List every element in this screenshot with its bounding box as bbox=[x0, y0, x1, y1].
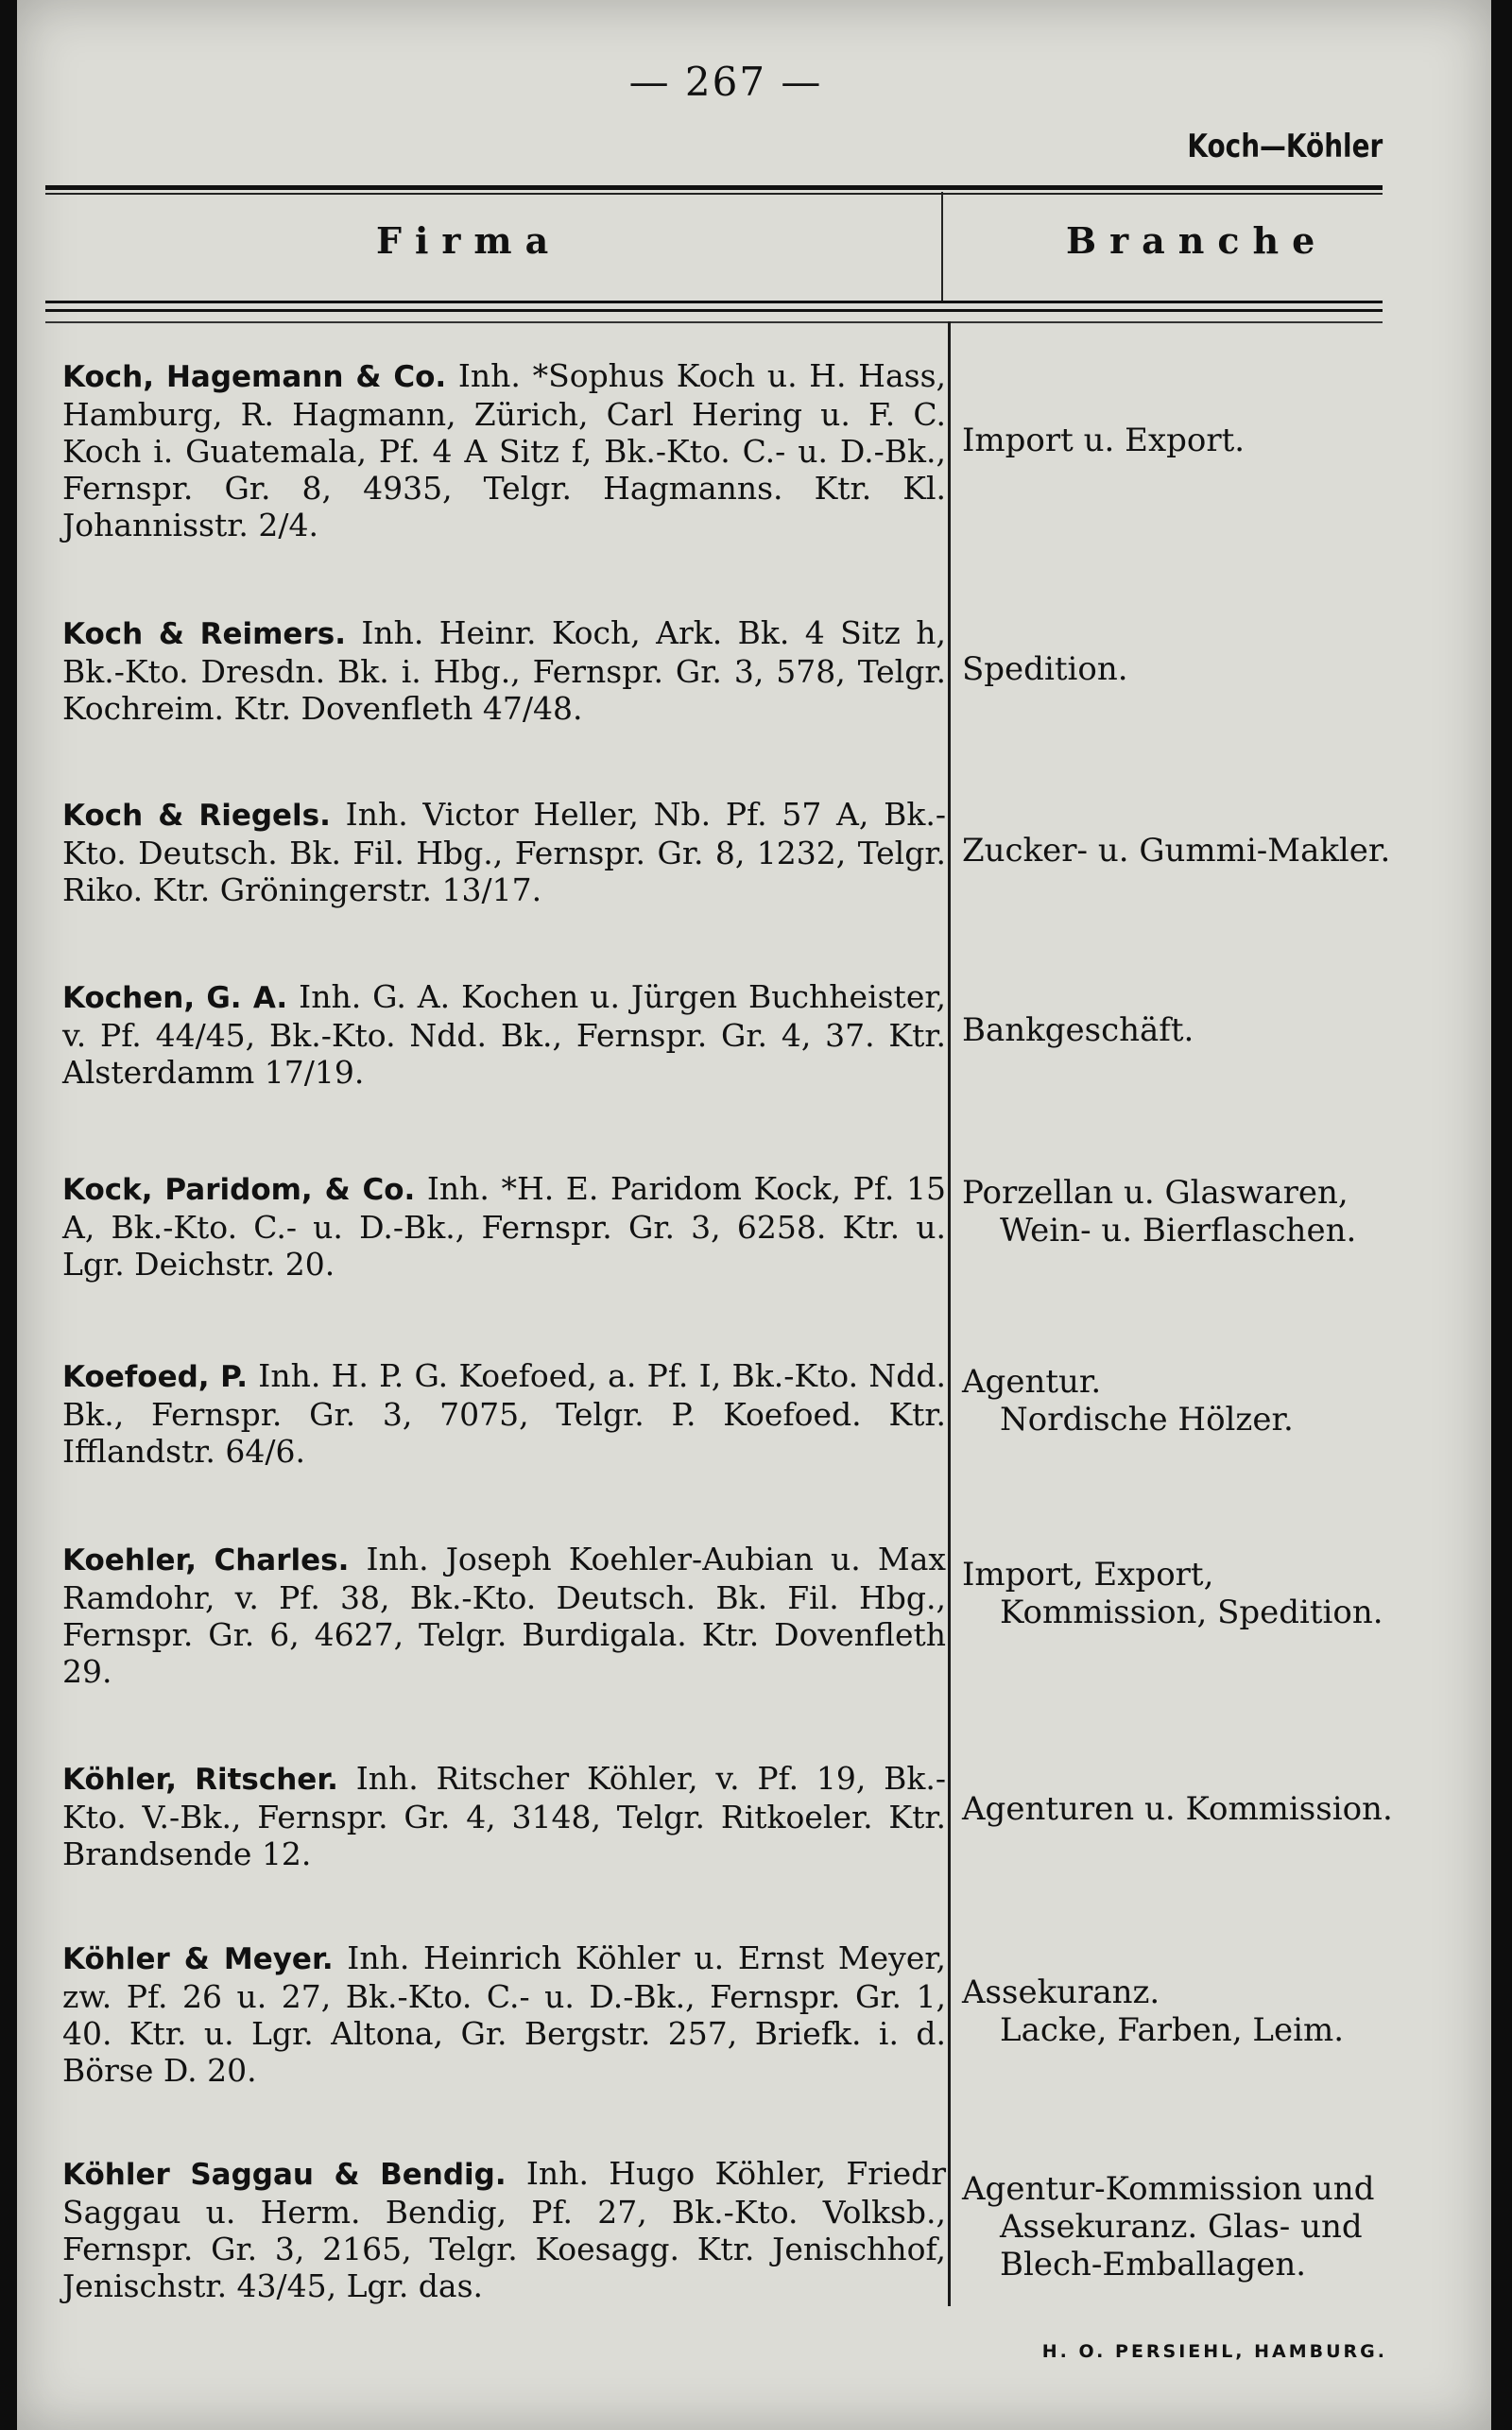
branche-line: Import u. Export. bbox=[962, 422, 1246, 459]
firm-details: Inh. Ritscher Köhler, v. Pf. 19, Bk.-Kto. V.-Bk., Fernspr. Gr. 4, 3148, Telgr. Ritkoeler. Ktr. Brandsende 12. bbox=[62, 1760, 946, 1872]
body-column-separator bbox=[948, 321, 951, 2306]
branche-line: Agenturen u. Kommission. bbox=[962, 1790, 1393, 1828]
top-rule bbox=[45, 185, 1383, 190]
branche-line: Porzellan u. Glaswaren, bbox=[962, 1174, 1349, 1212]
firm-details: Inh. Hugo Köhler, Friedr Saggau u. Herm. Bendig, Pf. 27, Bk.-Kto. Volksb., Fernspr. Gr. 3, 2165, Telgr. Koesagg. Ktr. Jenischhof, Jenischstr. 43/45, Lgr. das. bbox=[62, 2155, 947, 2304]
running-head: Koch—Köhler bbox=[1187, 128, 1383, 165]
firm-name: Koch, Hagemann & Co. bbox=[62, 360, 447, 394]
firm-name: Köhler, Ritscher. bbox=[62, 1763, 338, 1797]
branche-cell bbox=[962, 1790, 1435, 1828]
branche-cell bbox=[962, 422, 1435, 459]
firm-name: Koefoed, P. bbox=[62, 1360, 248, 1394]
branche-cell bbox=[962, 1011, 1435, 1049]
header-firma: Firma bbox=[376, 219, 562, 262]
branche-line: Nordische Hölzer. bbox=[1000, 1401, 1294, 1439]
firm-details: Inh. *Sophus Koch u. H. Hass, Hamburg, R. Hagmann, Zürich, Carl Hering u. F. C. Koch i. Guatemala, Pf. 4 A Sitz f, Bk.-Kto. C.- u. D.-Bk., Fernspr. Gr. 8, 4935, Telgr. Hagmanns. Ktr. Kl. Johannisstr. 2/4. bbox=[62, 357, 946, 543]
header-rule-1 bbox=[45, 301, 1383, 303]
branche-cell bbox=[962, 1363, 1435, 1439]
firm-name: Koch & Reimers. bbox=[62, 617, 346, 651]
branche-line: Assekuranz. Glas- und bbox=[1000, 2208, 1363, 2246]
firm-name: Kochen, G. A. bbox=[62, 981, 288, 1015]
firm-entry bbox=[62, 357, 946, 543]
firm-entry bbox=[62, 1170, 946, 1283]
page-number: — 267 — bbox=[628, 59, 823, 105]
firm-name: Köhler & Meyer. bbox=[62, 1942, 334, 1976]
firm-entry bbox=[62, 2155, 946, 2304]
branche-cell bbox=[962, 1556, 1435, 1631]
branche-line: Import, Export, bbox=[962, 1556, 1214, 1594]
firm-details: Inh. Victor Heller, Nb. Pf. 57 A, Bk.-Kto. Deutsch. Bk. Fil. Hbg., Fernspr. Gr. 8, 1232, Telgr. Riko. Ktr. Gröningerstr. 13/17. bbox=[62, 796, 946, 908]
firm-entry bbox=[62, 1939, 946, 2089]
header-column-separator bbox=[941, 192, 943, 301]
firm-details: Inh. G. A. Kochen u. Jürgen Buchheister, v. Pf. 44/45, Bk.-Kto. Ndd. Bk., Fernspr. Gr. 4, 37. Ktr. Alsterdamm 17/19. bbox=[62, 978, 946, 1091]
firm-details: Inh. Joseph Koehler-Aubian u. Max Ramdohr, v. Pf. 38, Bk.-Kto. Deutsch. Bk. Fil. Hbg., Fernspr. Gr. 6, 4627, Telgr. Burdigala. Ktr. Dovenfleth 29. bbox=[62, 1541, 947, 1690]
branche-line: Bankgeschäft. bbox=[962, 1011, 1194, 1049]
branche-cell bbox=[962, 650, 1435, 688]
header-branche: Branche bbox=[1066, 219, 1329, 262]
branche-line: Blech-Emballagen. bbox=[1000, 2246, 1307, 2284]
printer-imprint: H. O. PERSIEHL, HAMBURG. bbox=[1041, 2341, 1387, 2362]
branche-line: Assekuranz. bbox=[962, 1973, 1160, 2011]
firm-entry bbox=[62, 1357, 946, 1470]
top-rule-thin bbox=[45, 193, 1383, 195]
header-rule-2 bbox=[45, 309, 1383, 312]
firm-entry bbox=[62, 1760, 946, 1872]
firm-details: Inh. Heinr. Koch, Ark. Bk. 4 Sitz h, Bk.-Kto. Dresdn. Bk. i. Hbg., Fernspr. Gr. 3, 578, Telgr. Kochreim. Ktr. Dovenfleth 47/48. bbox=[62, 614, 947, 727]
branche-line: Lacke, Farben, Leim. bbox=[1000, 2011, 1345, 2049]
header-rule-3 bbox=[45, 321, 1383, 323]
firm-name: Kock, Paridom, & Co. bbox=[62, 1173, 416, 1207]
firm-details: Inh. H. P. G. Koefoed, a. Pf. I, Bk.-Kto. Ndd. Bk., Fernspr. Gr. 3, 7075, Telgr. P. Koefoed. Ktr. Ifflandstr. 64/6. bbox=[62, 1357, 946, 1470]
firm-entry bbox=[62, 978, 946, 1091]
firm-name: Köhler Saggau & Bendig. bbox=[62, 2158, 507, 2192]
branche-line: Spedition. bbox=[962, 650, 1128, 688]
branche-cell bbox=[962, 1174, 1435, 1249]
directory-page bbox=[17, 0, 1491, 2430]
firm-name: Koehler, Charles. bbox=[62, 1543, 350, 1577]
branche-line: Agentur. bbox=[962, 1363, 1102, 1401]
branche-cell bbox=[962, 1973, 1435, 2049]
branche-cell bbox=[962, 832, 1435, 870]
branche-cell bbox=[962, 2170, 1435, 2284]
firm-entry bbox=[62, 614, 946, 727]
firm-entry bbox=[62, 1541, 946, 1690]
branche-line: Zucker- u. Gummi-Makler. bbox=[962, 832, 1391, 870]
branche-line: Agentur-Kommission und bbox=[962, 2170, 1375, 2208]
firm-entry bbox=[62, 796, 946, 908]
firm-details: Inh. Heinrich Köhler u. Ernst Meyer, zw. Pf. 26 u. 27, Bk.-Kto. C.- u. D.-Bk., Fernspr. Gr. 1, 40. Ktr. u. Lgr. Altona, Gr. Bergstr. 257, Briefk. i. d. Börse D. 20. bbox=[62, 1939, 946, 2089]
branche-line: Wein- u. Bierflaschen. bbox=[1000, 1212, 1357, 1249]
firm-details: Inh. *H. E. Paridom Kock, Pf. 15 A, Bk.-Kto. C.- u. D.-Bk., Fernspr. Gr. 3, 6258. Ktr. u. Lgr. Deichstr. 20. bbox=[62, 1170, 946, 1283]
branche-line: Kommission, Spedition. bbox=[1000, 1594, 1383, 1631]
firm-name: Koch & Riegels. bbox=[62, 799, 331, 833]
